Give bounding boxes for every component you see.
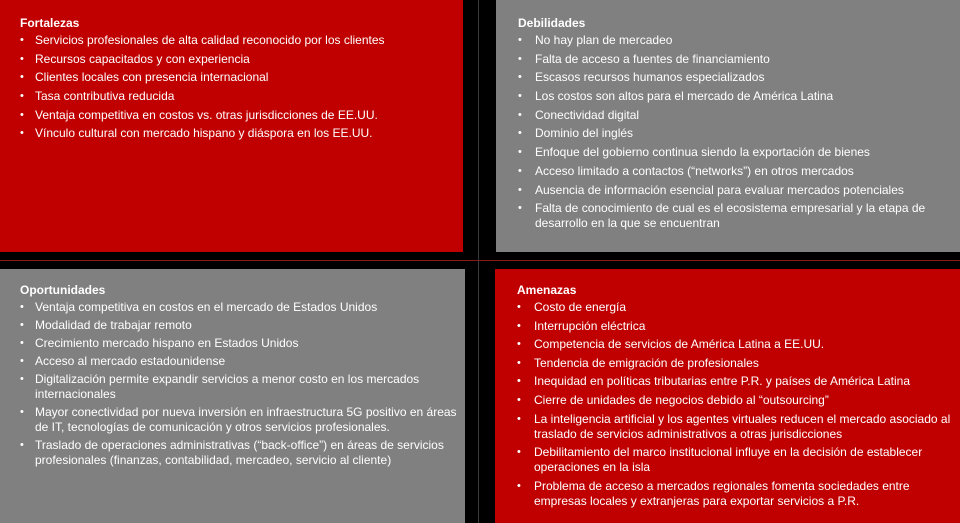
list-item: • Tendencia de emigración de profesionales <box>517 356 952 371</box>
list-item: • Enfoque del gobierno continua siendo la exportación de bienes <box>518 145 952 160</box>
list-item: • Ventaja competitiva en costos vs. otras jurisdicciones de EE.UU. <box>20 108 455 123</box>
list-item: • Crecimiento mercado hispano en Estados Unidos <box>20 336 457 351</box>
list-item: • Tasa contributiva reducida <box>20 89 455 104</box>
list-item: • Clientes locales con presencia internacional <box>20 70 455 85</box>
list-item: • Costo de energía <box>517 300 952 315</box>
list-item: • Vínculo cultural con mercado hispano y diáspora en los EE.UU. <box>20 126 455 141</box>
list-item: • Falta de conocimiento de cual es el ecosistema empresarial y la etapa de desarrollo en la que se encuentran <box>518 201 952 231</box>
quadrant-title-amenazas: Amenazas <box>517 283 577 297</box>
list-item: • Modalidad de trabajar remoto <box>20 318 457 333</box>
list-oportunidades <box>20 300 457 468</box>
horizontal-divider <box>0 260 960 261</box>
list-item: • Servicios profesionales de alta calidad reconocido por los clientes <box>20 33 455 48</box>
list-fortalezas <box>20 33 455 141</box>
list-item: • Recursos capacitados y con experiencia <box>20 52 455 67</box>
list-item: • Escasos recursos humanos especializados <box>518 70 952 85</box>
quadrant-title-oportunidades: Oportunidades <box>20 283 106 297</box>
list-item: • Acceso al mercado estadounidense <box>20 354 457 369</box>
list-item: • Ventaja competitiva en costos en el mercado de Estados Unidos <box>20 300 457 315</box>
list-item: • Interrupción eléctrica <box>517 319 952 334</box>
list-amenazas <box>517 300 952 509</box>
quadrant-fortalezas <box>0 0 463 252</box>
list-item: • Dominio del inglés <box>518 126 952 141</box>
quadrant-title-debilidades: Debilidades <box>518 16 586 30</box>
quadrant-title-fortalezas: Fortalezas <box>20 16 80 30</box>
list-item: • Competencia de servicios de América Latina a EE.UU. <box>517 337 952 352</box>
list-item: • La inteligencia artificial y los agentes virtuales reducen el mercado asociado al traslado de servicios administrativos a otras jurisdicciones <box>517 412 952 442</box>
list-debilidades <box>518 33 952 231</box>
vertical-divider <box>478 0 479 523</box>
list-item: • No hay plan de mercadeo <box>518 33 952 48</box>
list-item: • Acceso limitado a contactos (“networks”) en otros mercados <box>518 164 952 179</box>
list-item: • Mayor conectividad por nueva inversión en infraestructura 5G positivo en áreas de IT, tecnologías de comunicación y otros servicios profesionales. <box>20 405 457 435</box>
list-item: • Cierre de unidades de negocios debido al “outsourcing” <box>517 393 952 408</box>
list-item: • Conectividad digital <box>518 108 952 123</box>
list-item: • Traslado de operaciones administrativas (“back-office”) en áreas de servicios profesionales (finanzas, contabilidad, mercadeo, servicio al cliente) <box>20 438 457 468</box>
list-item: • Los costos son altos para el mercado de América Latina <box>518 89 952 104</box>
quadrant-oportunidades <box>0 269 465 523</box>
quadrant-debilidades <box>496 0 960 252</box>
list-item: • Debilitamiento del marco institucional influye en la decisión de establecer operaciones en la isla <box>517 445 952 475</box>
list-item: • Digitalización permite expandir servicios a menor costo en los mercados internacionales <box>20 372 457 402</box>
list-item: • Inequidad en políticas tributarias entre P.R. y países de América Latina <box>517 374 952 389</box>
list-item: • Falta de acceso a fuentes de financiamiento <box>518 52 952 67</box>
quadrant-amenazas <box>495 269 960 523</box>
list-item: • Problema de acceso a mercados regionales fomenta sociedades entre empresas locales y extranjeras para exportar servicios a P.R. <box>517 479 952 509</box>
list-item: • Ausencia de información esencial para evaluar mercados potenciales <box>518 183 952 198</box>
